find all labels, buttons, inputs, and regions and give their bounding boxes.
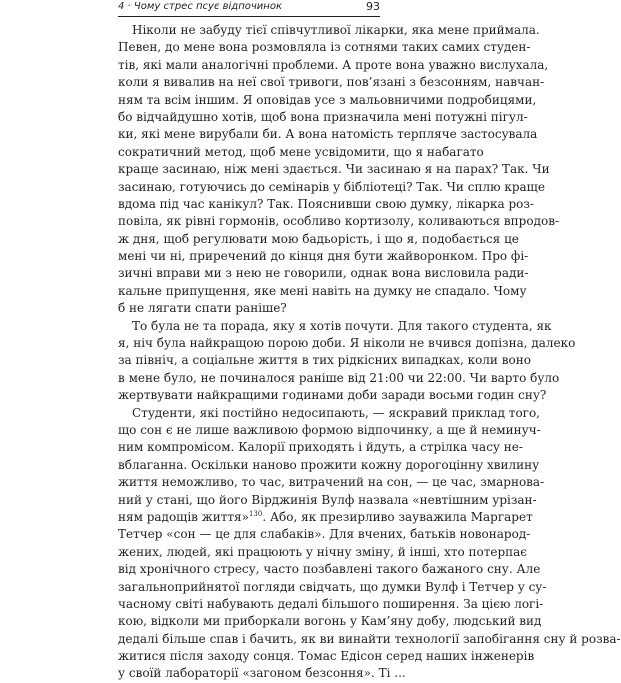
text-line: ж дня, щоб регулювати мою бадьорість, і що я, подобається це (118, 231, 519, 246)
text-line: у своїй лабораторії «загоном безсоння». Ті ... (118, 666, 406, 681)
text-line: жених, людей, які працюють у нічну зміну, й інші, хто потерпає (118, 544, 528, 559)
text-line: сократичний метод, щоб мене усвідомити, що я набагато (118, 144, 484, 159)
text-line: ний у стані, що його Вірджинія Вулф назвала «невтішним урізан- (118, 492, 537, 507)
text-line: ки, які мене вирубали би. А вона натомість терпляче застосувала (118, 127, 538, 142)
text-line: То була не та порада, яку я хотів почути. Для такого студента, як (132, 318, 552, 333)
text-line: жертвувати найкращими годинами доби заради восьми годин сну? (118, 388, 547, 403)
text-line: Певен, до мене вона розмовляла із сотнями таких самих студен- (118, 40, 531, 55)
text-line: що сон є не лише важливою формою відпочинку, а ще й неминуч- (118, 422, 541, 437)
text-line: вблаганна. Оскільки наново прожити кожну дорогоцінну хвилину (118, 457, 540, 472)
text-line: Ніколи не забуду тієї співчутливої лікарки, яка мене приймала. (132, 23, 540, 37)
text-line: житися після заходу сонця. Томас Едісон серед наших інженерів (118, 649, 535, 664)
text-line: вдома під час канікул? Так. Пояснивши свою думку, лікарка роз- (118, 196, 534, 211)
text-line: кальне припущення, яке мені навіть на думку не спадало. Чому (118, 283, 527, 298)
text-fragment: ням радощів життя» (118, 509, 249, 524)
footnote-mark: 130 (248, 509, 263, 518)
text-line: дедалі більше спав і бачить, як ви винайти технології запобігання сну й розва- (118, 631, 621, 646)
text-line: я, ніч була найкращою порою доби. Я ніколи не вчився допізна, далеко (118, 336, 576, 351)
text-line: зичні вправи ми з нею не говорили, однак вона висловила ради- (118, 266, 529, 281)
text-line: Студенти, які постійно недосипають, — яскравий приклад того, (132, 405, 540, 420)
text-line: б не лягати спати раніше? (118, 301, 287, 316)
text-line: повіла, як рівні гормонів, особливо кортизолу, коливаються впродов- (118, 214, 560, 229)
text-line: ним компромісом. Калорії приходять і йдуть, а стрілка часу не- (118, 440, 523, 455)
text-line: в мене було, не починалося раніше від 21:00 чи 22:00. Чи варто було (118, 370, 560, 385)
running-head (118, 0, 380, 17)
page-number: 93 (366, 0, 380, 13)
text-line: мені чи ні, приречений до кінця дня бути жайворонком. Про фі- (118, 249, 529, 264)
chapter-title: 4 · Чому стрес псує відпочинок (118, 1, 282, 12)
text-line: від хронічного стресу, часто позбавлені такого бажаного сну. Але (118, 562, 541, 577)
text-line: тів, які мали аналогічні проблеми. А проте вона уважно вислухала, (118, 57, 549, 72)
text-line-with-footnote (118, 509, 533, 526)
text-line: загальноприйнятої погляди свідчать, що думки Вулф і Тетчер у су- (118, 579, 547, 594)
text-line: краще засинаю, ніж мені здається. Чи засинаю я на парах? Так. Чи (118, 162, 550, 177)
text-line: засинаю, готуючись до семінарів у бібліотеці? Так. Чи сплю краще (118, 179, 545, 194)
text-line: бо відчайдушно хотів, щоб вона призначила мені потужні пігул- (118, 109, 528, 124)
text-line: Тетчер «сон — це для слабаків». Для вчених, батьків новонарод- (118, 527, 531, 542)
text-line: за північ, а соціальне життя в тих рідкісних випадках, коли воно (118, 353, 531, 368)
body-text (118, 22, 621, 683)
text-fragment: . Або, як презирливо зауважила Маргарет (262, 509, 533, 524)
text-line: життя неможливо, то час, витрачений на сон, — це час, змарнова- (118, 475, 545, 490)
text-line: коли я вивалив на неї свої тривоги, пов’язані з безсонням, навчан- (118, 75, 545, 90)
text-line: кою, відколи ми приборкали вогонь у Кам’яну добу, людський вид (118, 614, 542, 629)
text-line: часному світі набувають дедалі більшого поширення. За цією логі- (118, 596, 544, 611)
text-line: ням та всім іншим. Я оповідав усе з мальовничими подробицями, (118, 92, 537, 107)
